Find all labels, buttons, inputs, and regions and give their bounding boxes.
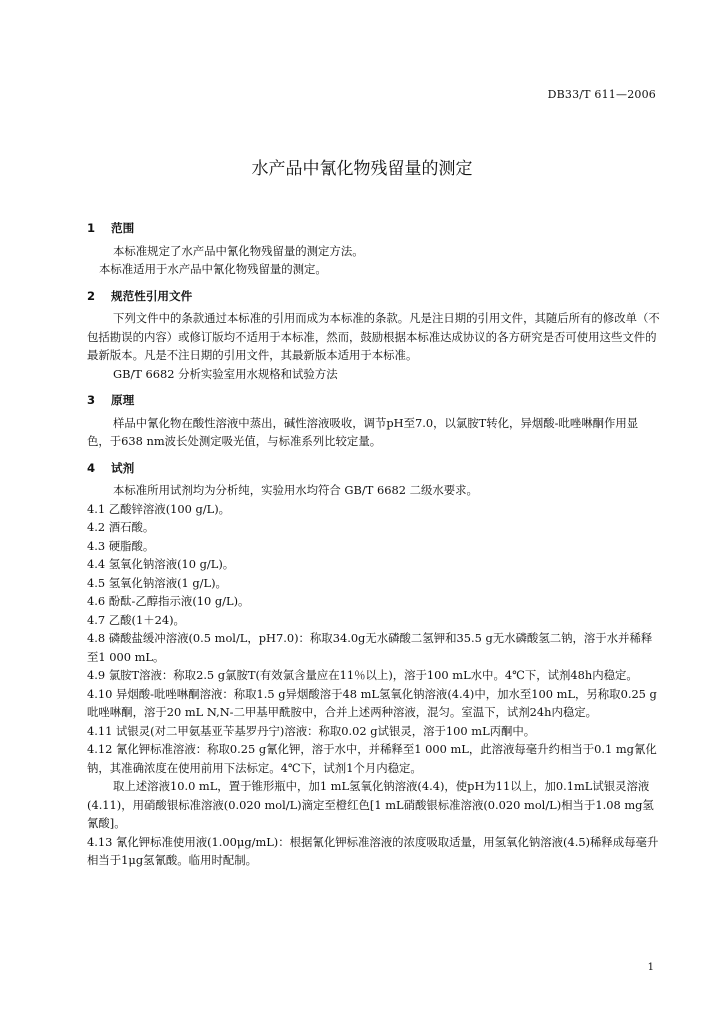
reagent-item: 4.6 酚酞-乙醇指示液(10 g/L)。	[87, 594, 250, 608]
reagent-item: 4.9 氯胺T溶液：称取2.5 g氯胺T(有效氯含量应在11％以上)，溶于100 mL水中。4℃下，试剂48h内稳定。	[87, 668, 638, 682]
section-heading-principle	[87, 391, 660, 410]
paragraph: 本标准适用于水产品中氰化物残留量的测定。	[99, 262, 327, 276]
reagent-item: 4.2 酒石酸。	[87, 520, 155, 534]
section-number: 4	[87, 460, 96, 475]
reagent-item: 4.7 乙酸(1＋24)。	[87, 612, 185, 627]
reagent-item: 4.4 氢氧化钠溶液(10 g/L)。	[87, 557, 235, 571]
section-heading-normative-references	[87, 287, 660, 306]
paragraph: 下列文件中的条款通过本标准的引用而成为本标准的条款。凡是注日期的引用文件，其随后所有的修改单（不包括勘误的内容）或修订版均不适用于本标准，然而，鼓励根据本标准达成协议的各方研究是否可使用这些文件的最新版本。凡是不注日期的引用文件，其最新版本适用于本标准。	[87, 311, 660, 362]
section-number: 2	[87, 288, 96, 303]
section-number: 1	[87, 221, 96, 235]
section-number: 3	[87, 393, 96, 407]
reagent-item: 4.3 硬脂酸。	[87, 538, 155, 553]
paragraph: 本标准规定了水产品中氰化物残留量的测定方法。	[113, 243, 364, 258]
paragraph: 取上述溶液10.0 mL，置于锥形瓶中，加1 mL氢氧化钠溶液(4.4)，使pH为11以上，加0.1mL试银灵溶液(4.11)，用硝酸银标准溶液(0.020 mol/L)滴定至橙红色[1 mL硝酸银标准溶液(0.020 mol/L)相当于1.08 mg氢氰酸]。	[87, 779, 654, 830]
section-title: 试剂	[111, 460, 135, 475]
reference-item: GB/T 6682 分析实验室用水规格和试验方法	[113, 366, 338, 381]
reagent-item: 4.1 乙酸锌溶液(100 g/L)。	[87, 501, 231, 516]
paragraph: 本标准所用试剂均为分析纯，实验用水均符合 GB/T 6682 二级水要求。	[113, 483, 478, 497]
reagent-item: 4.13 氰化钾标准使用液(1.00μg/mL)：根据氰化钾标准溶液的浓度吸取适量，用氢氧化钠溶液(4.5)稀释成每毫升相当于1μg氢氰酸。临用时配制。	[87, 834, 659, 867]
document-title: 水产品中氰化物残留量的测定	[251, 159, 473, 179]
section-title: 范围	[111, 221, 135, 235]
reagent-item: 4.10 异烟酸-吡唑啉酮溶液：称取1.5 g异烟酸溶于48 mL氢氧化钠溶液(4.4)中，加水至100 mL，另称取0.25 g吡唑啉酮，溶于20 mL N,N-二甲基甲酰胺中，合并上述两种溶液，混匀。室温下，试剂24h内稳定。	[87, 686, 657, 719]
reagent-item: 4.12 氰化钾标准溶液：称取0.25 g氰化钾，溶于水中，并稀释至1 000 mL，此溶液每毫升约相当于0.1 mg氰化钠，其准确浓度在使用前用下法标定。4℃下，试剂1个月内稳定。	[87, 742, 657, 775]
document-body	[87, 219, 660, 870]
reagent-item: 4.5 氢氧化钠溶液(1 g/L)。	[87, 575, 227, 590]
section-title: 原理	[111, 393, 135, 407]
page-number: 1	[647, 962, 654, 973]
section-heading-scope	[87, 219, 660, 238]
reagent-item: 4.8 磷酸盐缓冲溶液(0.5 mol/L，pH7.0)：称取34.0g无水磷酸二氢钾和35.5 g无水磷酸氢二钠，溶于水并稀释至1 000 mL。	[87, 631, 653, 664]
section-heading-reagents	[87, 459, 660, 478]
reagent-item: 4.11 试银灵(对二甲氨基亚苄基罗丹宁)溶液：称取0.02 g试银灵，溶于100 mL丙酮中。	[87, 723, 536, 738]
section-title: 规范性引用文件	[111, 288, 193, 303]
paragraph: 样品中氰化物在酸性溶液中蒸出，碱性溶液吸收，调节pH至7.0，以氯胺T转化，异烟酸-吡唑啉酮作用显色，于638 nm波长处测定吸光值，与标准系列比较定量。	[87, 415, 639, 448]
standard-code: DB33/T 611—2006	[547, 88, 656, 101]
